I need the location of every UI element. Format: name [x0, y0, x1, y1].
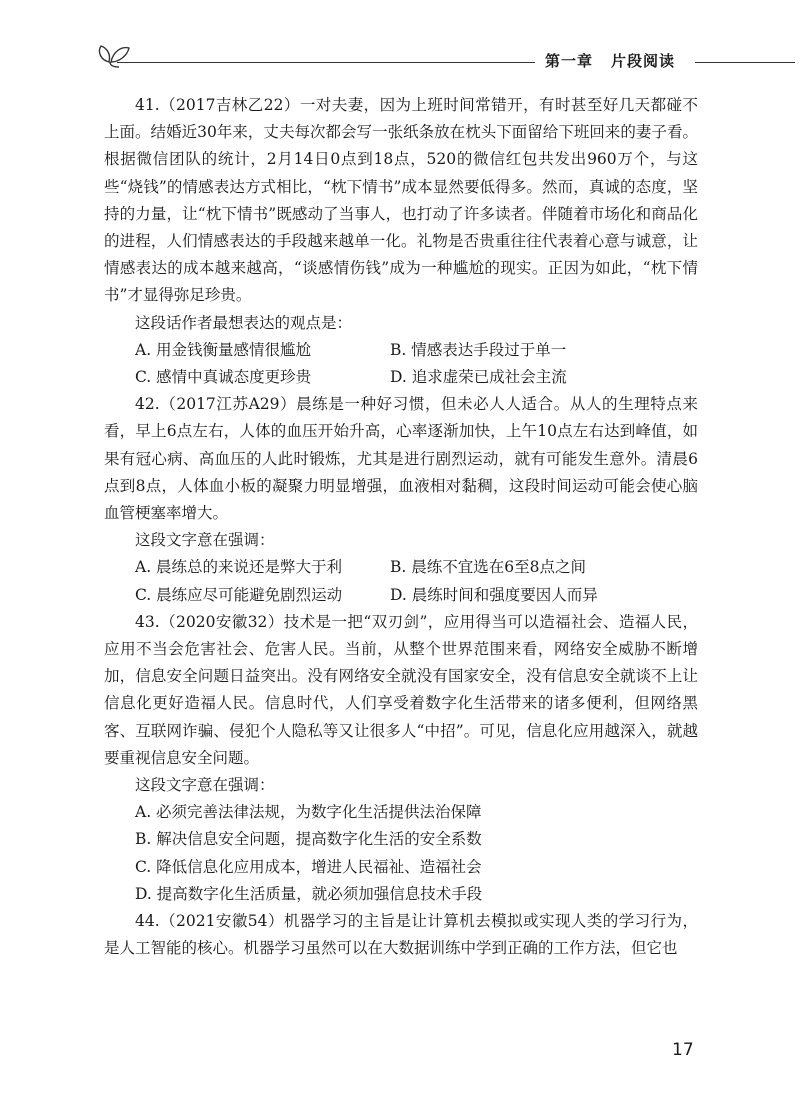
question-41-options-row-1	[104, 337, 698, 364]
question-41-option-b: B. 情感表达手段过于单一	[390, 340, 567, 359]
question-43-option-d: D. 提高数字化生活质量，就必须加强信息技术手段	[135, 884, 483, 903]
section-label: 片段阅读	[611, 52, 676, 70]
question-42-options-row-1	[104, 554, 698, 581]
question-42-stem: 这段文字意在强调：	[135, 531, 275, 550]
page-body	[104, 92, 698, 963]
question-41-option-d: D. 追求虚荣已成社会主流	[390, 368, 567, 387]
header-rule-left	[117, 62, 535, 63]
sprout-leaf-icon	[95, 40, 135, 70]
question-42-option-a: A. 晨练总的来说还是弊大于利	[135, 558, 343, 577]
question-41-stem: 这段话作者最想表达的观点是：	[135, 313, 353, 332]
question-42-options-row-2	[104, 582, 698, 609]
question-41-option-a: A. 用金钱衡量感情很尴尬	[135, 340, 312, 359]
page-header	[95, 40, 795, 80]
question-42-passage: 42.（2017江苏A29）晨练是一种好习惯，但未必人人适合。从人的生理特点来看，早上6点左右，人体的血压开始升高，心率逐渐加快，上午10点左右达到峰值，如果有冠心病、高血压的人此时锻炼，尤其是进行剧烈运动，就有可能发生意外。清晨6点到8点，人体血小板的凝聚力明显增强，血液相对黏稠，这段时间运动可能会使心脑血管梗塞率增大。	[104, 395, 698, 523]
question-43-stem: 这段文字意在强调：	[135, 776, 275, 795]
header-rule-right	[695, 62, 795, 63]
question-42-option-b: B. 晨练不宜选在6至8点之间	[390, 558, 586, 577]
question-43-passage: 43.（2020安徽32）技术是一把“双刃剑”，应用得当可以造福社会、造福人民，应用不当会危害社会、危害人民。当前，从整个世界范围来看，网络安全威胁不断增加，信息安全问题日益突出。没有网络安全就没有国家安全，没有信息安全就谈不上让信息化更好造福人民。信息时代，人们享受着数字化生活带来的诸多便利，但网络黑客、互联网诈骗、侵犯个人隐私等又让很多人“中招”。可见，信息化应用越深入，就越要重视信息安全问题。	[104, 612, 698, 767]
question-42-option-c: C. 晨练应尽可能避免剧烈运动	[135, 585, 343, 604]
chapter-title	[545, 50, 675, 71]
question-41-options-row-2	[104, 364, 698, 391]
question-43-option-b: B. 解决信息安全问题，提高数字化生活的安全系数	[135, 830, 482, 849]
page-number: 17	[672, 1040, 694, 1060]
question-44-passage: 44.（2021安徽54）机器学习的主旨是让计算机去模拟或实现人类的学习行为，是人工智能的核心。机器学习虽然可以在大数据训练中学到正确的工作方法，但它也	[104, 912, 698, 958]
question-41-passage: 41.（2017吉林乙22）一对夫妻，因为上班时间常错开，有时甚至好几天都碰不上面。结婚近30年来，丈夫每次都会写一张纸条放在枕头下面留给下班回来的妻子看。根据微信团队的统计，2月14日0点到18点，520的微信红包共发出960万个，与这些“烧钱”的情感表达方式相比，“枕下情书”成本显然要低得多。然而，真诚的态度，坚持的力量，让“枕下情书”既感动了当事人，也打动了许多读者。伴随着市场化和商品化的进程，人们情感表达的手段越来越单一化。礼物是否贵重往往代表着心意与诚意，让情感表达的成本越来越高，“谈感情伤钱”成为一种尴尬的现实。正因为如此，“枕下情书”才显得弥足珍贵。	[104, 96, 698, 305]
question-42-option-d: D. 晨练时间和强度要因人而异	[390, 585, 598, 604]
question-43-option-a: A. 必须完善法律法规，为数字化生活提供法治保障	[135, 803, 482, 822]
question-41-option-c: C. 感情中真诚态度更珍贵	[135, 368, 312, 387]
chapter-label: 第一章	[545, 52, 594, 70]
question-43-option-c: C. 降低信息化应用成本，增进人民福祉、造福社会	[135, 857, 482, 876]
